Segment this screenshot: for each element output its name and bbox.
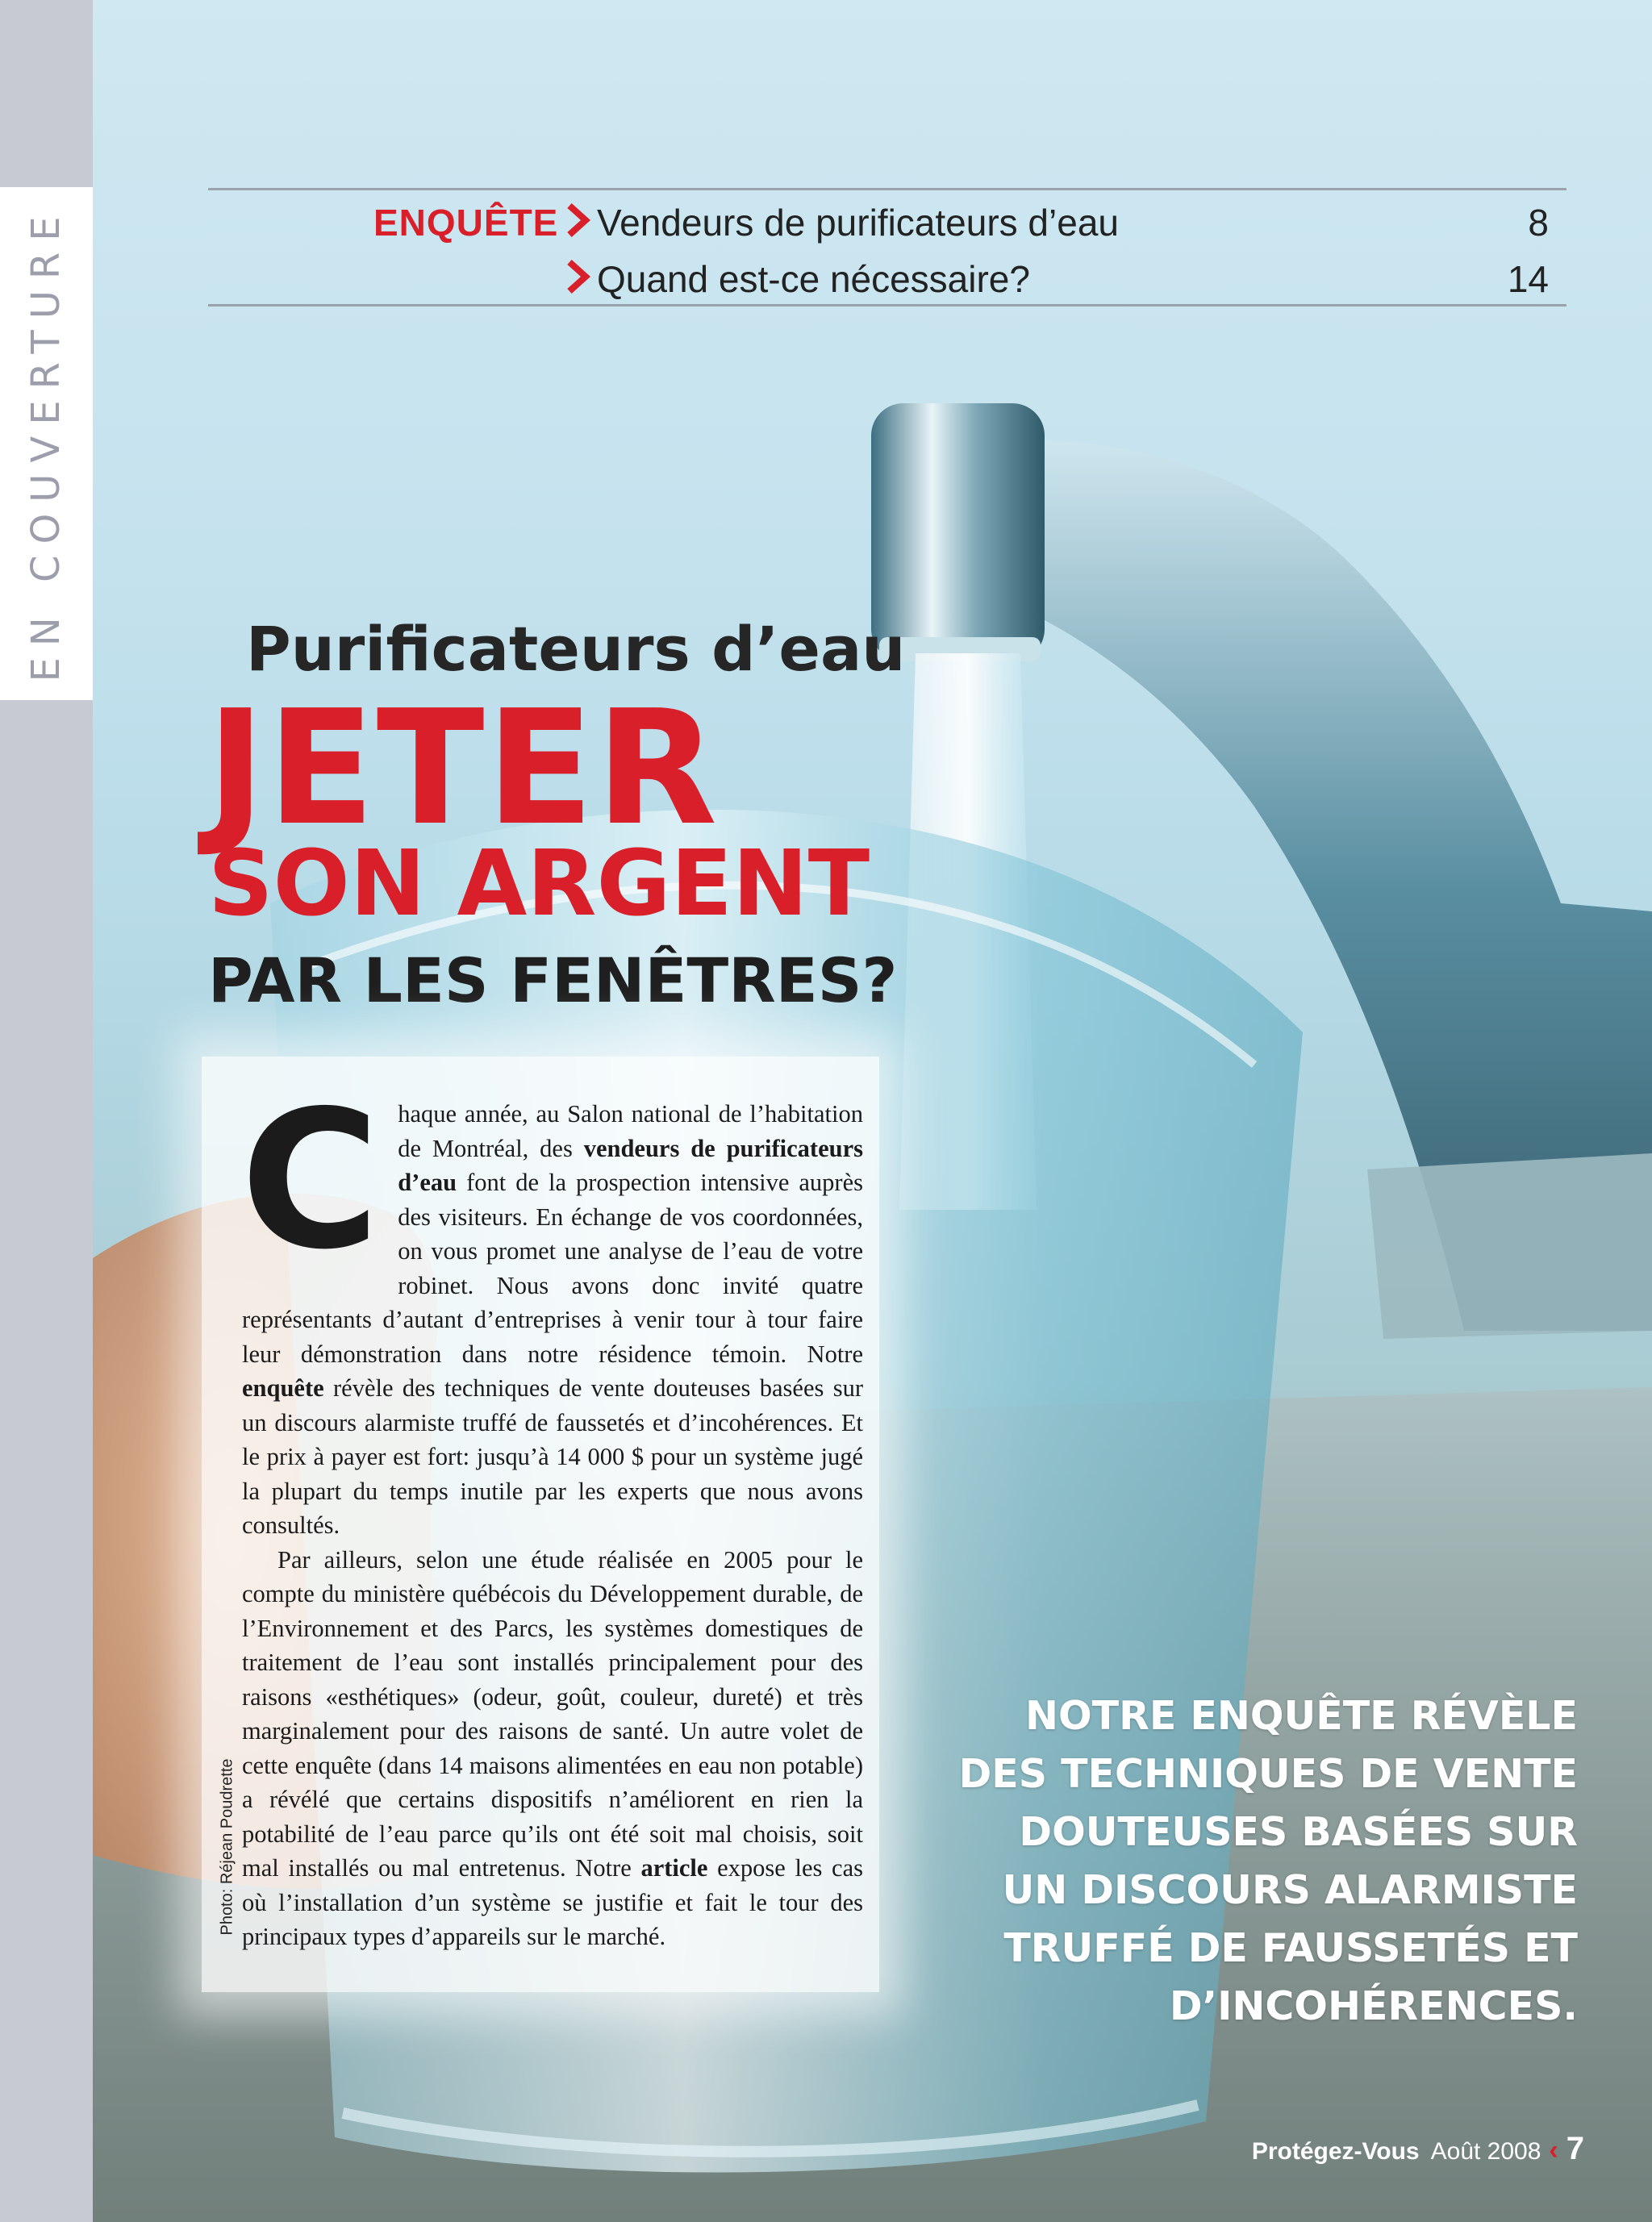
pull-quote-line: NOTRE ENQUÊTE RÉVÈLE [1025,1693,1578,1739]
pull-quote-line: DES TECHNIQUES DE VENTE [958,1751,1578,1797]
toc-section-label: ENQUÊTE [373,202,559,244]
drop-cap: C [240,1069,381,1291]
headline-kicker: Purificateurs d’eau [246,613,906,685]
toc-page-number: 8 [1528,202,1549,244]
article-paragraph: Par ailleurs, selon une étude réalisée en 2005 pour le compte du ministère québécois du Développement durable, de l’Environnement et des Parcs, les systèmes domestiques de traitement de l’eau sont installés principalement pour des raisons «esthétiques» (odeur, goût, couleur, dureté) et très marginalement pour des raisons de santé. Un autre volet de cette enquête (dans 14 maisons alimentées en eau non potable) a révélé que certains dispositifs n’améliorent en rien la potabilité de l’eau parce qu’ils ont été soit mal choisis, soit mal installés ou mal entretenus. Notre article expose les cas où l’installation d’un système se justifie et fait le tour des principaux types d’appareils sur le marché. [242,1545,863,1950]
toc-page-number: 14 [1507,258,1549,300]
pull-quote-line: DOUTEUSES BASÉES SUR [1019,1809,1578,1855]
photo-credit: Photo: Réjean Poudrette [218,1758,236,1936]
toc-title: Quand est-ce nécessaire? [597,258,1030,300]
toc-top-rule [208,188,1566,190]
pull-quote-line: TRUFFÉ DE FAUSSETÉS ET [1003,1925,1578,1971]
article-body [240,1069,863,1954]
footer-separator: ‹ [1549,2135,1558,2166]
pull-quote [852,1687,1578,2036]
toc-row[interactable] [208,191,1566,248]
page-footer [1252,2131,1584,2167]
issue-date: Août 2008 [1430,2138,1541,2165]
section-tab-label: EN COUVERTURE [23,205,69,682]
headline-line-2: SON ARGENT [208,832,870,936]
pull-quote-line: D’INCOHÉRENCES. [1169,1983,1578,2029]
pull-quote-line: UN DISCOURS ALARMISTE [1002,1867,1578,1913]
toc-title: Vendeurs de purificateurs d’eau [597,202,1119,244]
chevron-right-icon [566,202,590,238]
chevron-right-icon [566,259,590,294]
headline-line-3: PAR LES FENÊTRES? [208,944,898,1016]
toc-bottom-rule [208,304,1566,306]
toc-row[interactable] [208,248,1566,304]
page-number: 7 [1566,2131,1584,2166]
article-paragraph: haque année, au Salon national de l’habitation de Montréal, des vendeurs de purificateurs d’eau font de la prospection intensive auprès des visiteurs. En échange de vos coordonnées, on vous promet une analyse de l’eau de votre robinet. Nous avons donc invité quatre représentants d’autant d’entreprises à venir tour à tour faire leur démonstration dans notre résidence témoin. Notre enquête révèle des techniques de vente douteuses basées sur un discours alarmiste truffé de faussetés et d’incohérences. Et le prix à payer est fort: jusqu’à 14 000 $ pour un système jugé la plupart du temps inutile par les experts que nous avons consultés. [242,1100,863,1539]
publication-name: Protégez-Vous [1251,2138,1420,2165]
headline-line-1: JETER [206,677,720,861]
